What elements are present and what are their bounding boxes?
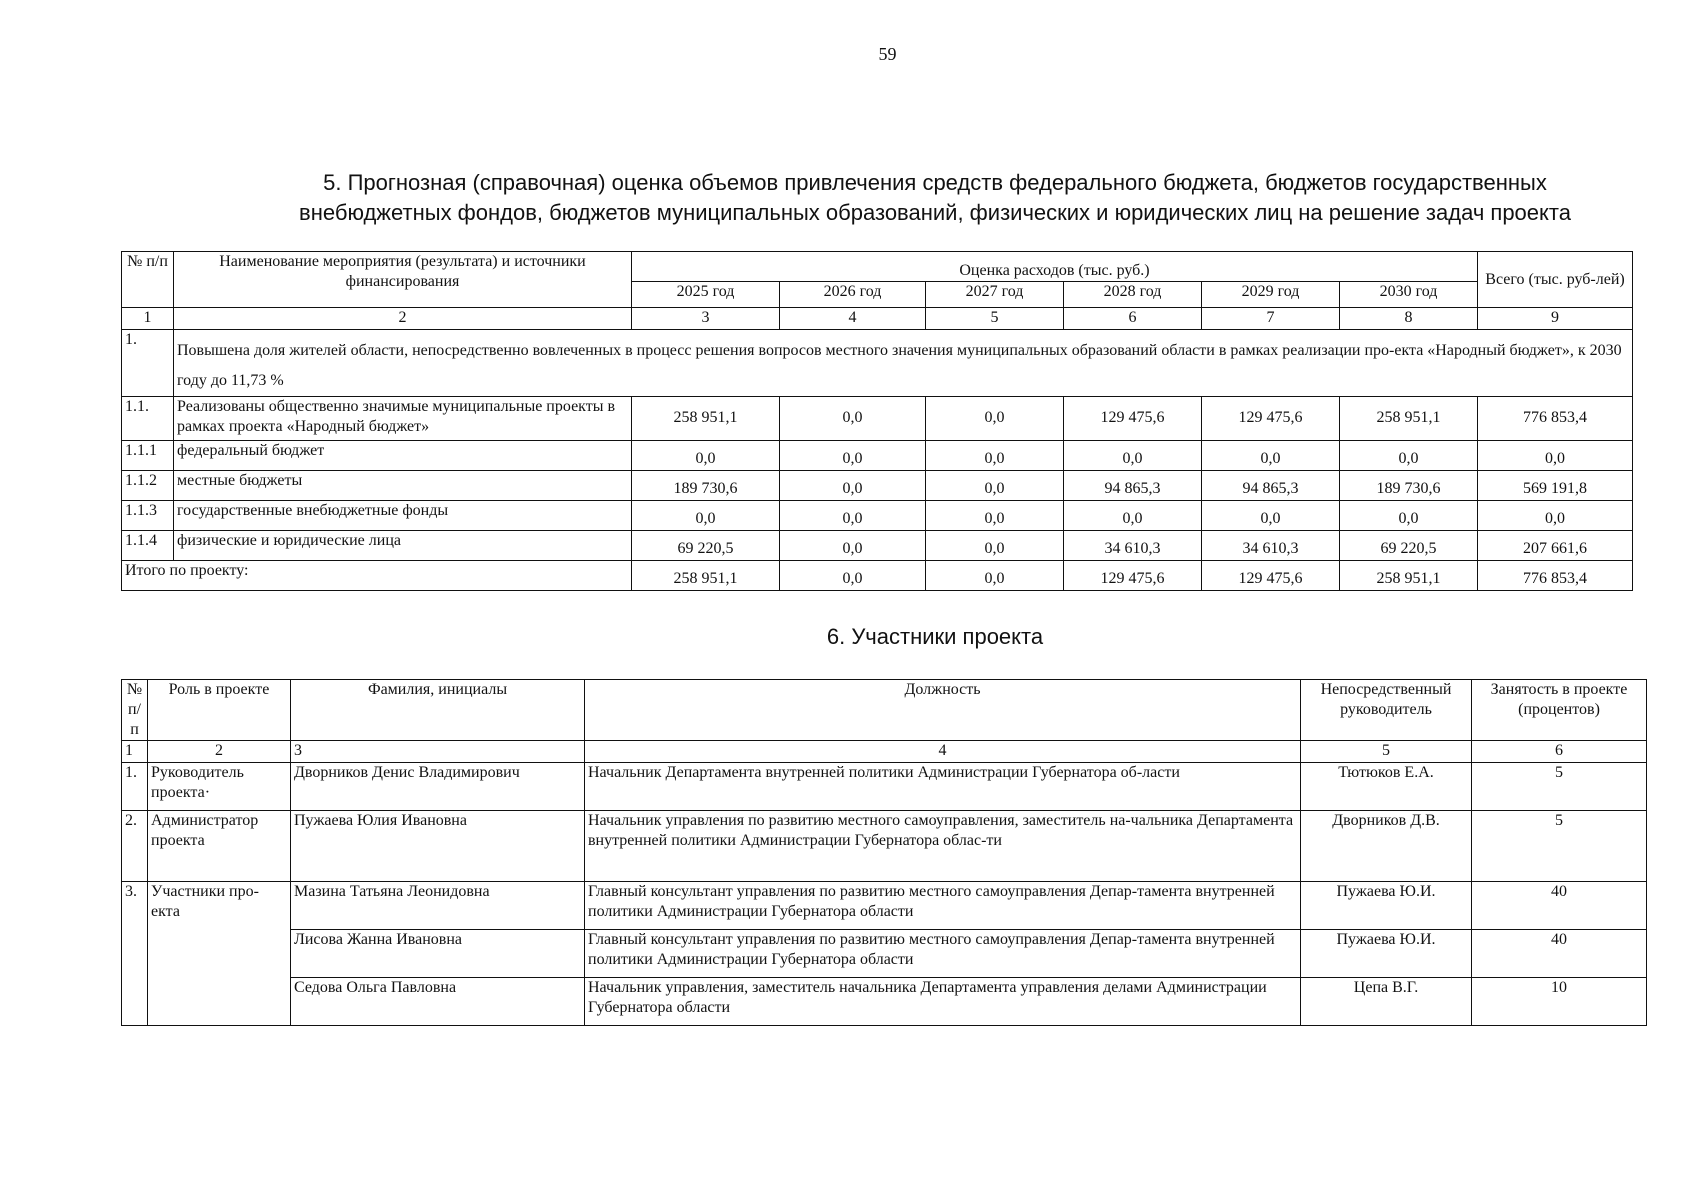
cell-value: 69 220,5	[632, 531, 780, 561]
cell-value: 258 951,1	[1340, 397, 1478, 441]
header-year: 2025 год	[632, 282, 780, 308]
goal-num: 1.	[122, 330, 174, 397]
row-load: 40	[1472, 882, 1647, 930]
cell-value: 0,0	[926, 561, 1064, 591]
section-5-title-line-1: 5. Прогнозная (справочная) оценка объемов привлечения средств федерального бюджета, бюджетов государственных	[323, 170, 1547, 195]
cell-value: 0,0	[926, 471, 1064, 501]
row-manager: Цепа В.Г.	[1301, 978, 1472, 1026]
cell-value: 0,0	[926, 441, 1064, 471]
total-label: Итого по проекту:	[122, 561, 632, 591]
column-number: 1	[122, 308, 174, 330]
column-number: 5	[1301, 741, 1472, 763]
cell-value: 0,0	[780, 397, 926, 441]
column-number: 3	[291, 741, 585, 763]
row-load: 40	[1472, 930, 1647, 978]
row-num: 1.	[122, 763, 148, 811]
cell-value: 34 610,3	[1064, 531, 1202, 561]
row-name: государственные внебюджетные фонды	[174, 501, 632, 531]
row-load: 10	[1472, 978, 1647, 1026]
row-position: Начальник Департамента внутренней политики Администрации Губернатора об-ласти	[585, 763, 1301, 811]
row-num: 1.1.	[122, 397, 174, 441]
header-name: Наименование мероприятия (результата) и источники финансирования	[174, 252, 632, 308]
section-6-title: 6. Участники проекта	[826, 624, 1044, 649]
header-num: № п/п	[122, 680, 148, 741]
column-number: 2	[174, 308, 632, 330]
row-role: Участники про-екта	[148, 882, 291, 1026]
table-row	[122, 763, 1647, 811]
row-name: физические и юридические лица	[174, 531, 632, 561]
cell-value: 0,0	[1202, 441, 1340, 471]
cell-value: 0,0	[1478, 501, 1633, 531]
cell-value: 207 661,6	[1478, 531, 1633, 561]
section-5-title-line-2: внебюджетных фондов, бюджетов муниципальных образований, физических и юридических лиц на решение задач проекта	[299, 200, 1571, 225]
cell-value: 0,0	[780, 471, 926, 501]
row-num: 1.1.1	[122, 441, 174, 471]
column-number-row	[122, 741, 1647, 763]
header-year: 2029 год	[1202, 282, 1340, 308]
row-num: 1.1.3	[122, 501, 174, 531]
row-position: Начальник управления, заместитель начальника Департамента управления делами Администрации Губернатора области	[585, 978, 1301, 1026]
cell-value: 776 853,4	[1478, 397, 1633, 441]
cell-value: 0,0	[926, 501, 1064, 531]
row-name: Пужаева Юлия Ивановна	[291, 811, 585, 882]
table-row	[122, 882, 1647, 930]
row-name: Мазина Татьяна Леонидовна	[291, 882, 585, 930]
cell-value: 69 220,5	[1340, 531, 1478, 561]
cell-value: 0,0	[780, 501, 926, 531]
cell-value: 776 853,4	[1478, 561, 1633, 591]
cell-value: 258 951,1	[1340, 561, 1478, 591]
cell-value: 129 475,6	[1202, 561, 1340, 591]
cell-value: 258 951,1	[632, 397, 780, 441]
column-number-row	[122, 308, 1633, 330]
column-number: 8	[1340, 308, 1478, 330]
cell-value: 569 191,8	[1478, 471, 1633, 501]
table-row	[122, 811, 1647, 882]
header-year: 2030 год	[1340, 282, 1478, 308]
table-row	[122, 441, 1633, 471]
header-estimate: Оценка расходов (тыс. руб.)	[632, 252, 1478, 282]
row-manager: Пужаева Ю.И.	[1301, 882, 1472, 930]
header-position: Должность	[585, 680, 1301, 741]
row-manager: Тютюков Е.А.	[1301, 763, 1472, 811]
cell-value: 94 865,3	[1064, 471, 1202, 501]
cell-value: 0,0	[632, 501, 780, 531]
row-name: Дворников Денис Владимирович	[291, 763, 585, 811]
header-load: Занятость в проекте (процентов)	[1472, 680, 1647, 741]
row-role: Руководитель проекта·	[148, 763, 291, 811]
row-position: Главный консультант управления по развитию местного самоуправления Депар-тамента внутренней политики Администрации Губернатора области	[585, 882, 1301, 930]
column-number: 5	[926, 308, 1064, 330]
cell-value: 0,0	[780, 441, 926, 471]
column-number: 2	[148, 741, 291, 763]
column-number: 4	[780, 308, 926, 330]
header-name: Фамилия, инициалы	[291, 680, 585, 741]
section-5-title	[230, 168, 1640, 228]
header-total: Всего (тыс. руб-лей)	[1478, 252, 1633, 308]
row-name: местные бюджеты	[174, 471, 632, 501]
cell-value: 0,0	[1340, 441, 1478, 471]
total-row	[122, 561, 1633, 591]
table-row	[122, 978, 1647, 1026]
cell-value: 0,0	[780, 531, 926, 561]
header-role: Роль в проекте	[148, 680, 291, 741]
cell-value: 189 730,6	[632, 471, 780, 501]
row-manager: Дворников Д.В.	[1301, 811, 1472, 882]
row-name: федеральный бюджет	[174, 441, 632, 471]
funding-table	[121, 251, 1633, 591]
cell-value: 129 475,6	[1064, 397, 1202, 441]
cell-value: 129 475,6	[1064, 561, 1202, 591]
table-row	[122, 930, 1647, 978]
column-number: 3	[632, 308, 780, 330]
table-row	[122, 501, 1633, 531]
header-num: № п/п	[122, 252, 174, 308]
column-number: 7	[1202, 308, 1340, 330]
column-number: 4	[585, 741, 1301, 763]
cell-value: 129 475,6	[1202, 397, 1340, 441]
cell-value: 0,0	[1202, 501, 1340, 531]
goal-text: Повышена доля жителей области, непосредственно вовлеченных в процесс решения вопросов местного значения муниципальных образований области в рамках реализации про-екта «Народный бюджет», к 2030 году до 11,73 %	[174, 330, 1633, 397]
cell-value: 258 951,1	[632, 561, 780, 591]
cell-value: 0,0	[926, 397, 1064, 441]
row-role: Администратор проекта	[148, 811, 291, 882]
row-name: Лисова Жанна Ивановна	[291, 930, 585, 978]
goal-row	[122, 330, 1633, 397]
row-num: 3.	[122, 882, 148, 1026]
cell-value: 0,0	[926, 531, 1064, 561]
row-load: 5	[1472, 811, 1647, 882]
row-num: 1.1.4	[122, 531, 174, 561]
column-number: 9	[1478, 308, 1633, 330]
row-num: 2.	[122, 811, 148, 882]
cell-value: 189 730,6	[1340, 471, 1478, 501]
column-number: 6	[1064, 308, 1202, 330]
table-row	[122, 531, 1633, 561]
header-year: 2026 год	[780, 282, 926, 308]
row-load: 5	[1472, 763, 1647, 811]
header-manager: Непосредственный руководитель	[1301, 680, 1472, 741]
row-manager: Пужаева Ю.И.	[1301, 930, 1472, 978]
page-number: 59	[878, 44, 897, 64]
row-num: 1.1.2	[122, 471, 174, 501]
cell-value: 0,0	[1340, 501, 1478, 531]
cell-value: 0,0	[632, 441, 780, 471]
row-position: Главный консультант управления по развитию местного самоуправления Депар-тамента внутренней политики Администрации Губернатора области	[585, 930, 1301, 978]
row-name: Седова Ольга Павловна	[291, 978, 585, 1026]
column-number: 6	[1472, 741, 1647, 763]
header-year: 2027 год	[926, 282, 1064, 308]
row-position: Начальник управления по развитию местного самоуправления, заместитель на-чальника Департамента внутренней политики Администрации Губернатора облас-ти	[585, 811, 1301, 882]
cell-value: 0,0	[780, 561, 926, 591]
cell-value: 0,0	[1478, 441, 1633, 471]
participants-table	[121, 679, 1647, 1026]
cell-value: 34 610,3	[1202, 531, 1340, 561]
cell-value: 0,0	[1064, 501, 1202, 531]
cell-value: 0,0	[1064, 441, 1202, 471]
header-year: 2028 год	[1064, 282, 1202, 308]
table-row	[122, 471, 1633, 501]
column-number: 1	[122, 741, 148, 763]
row-name: Реализованы общественно значимые муниципальные проекты в рамках проекта «Народный бюджет»	[174, 397, 632, 441]
cell-value: 94 865,3	[1202, 471, 1340, 501]
table-row	[122, 397, 1633, 441]
